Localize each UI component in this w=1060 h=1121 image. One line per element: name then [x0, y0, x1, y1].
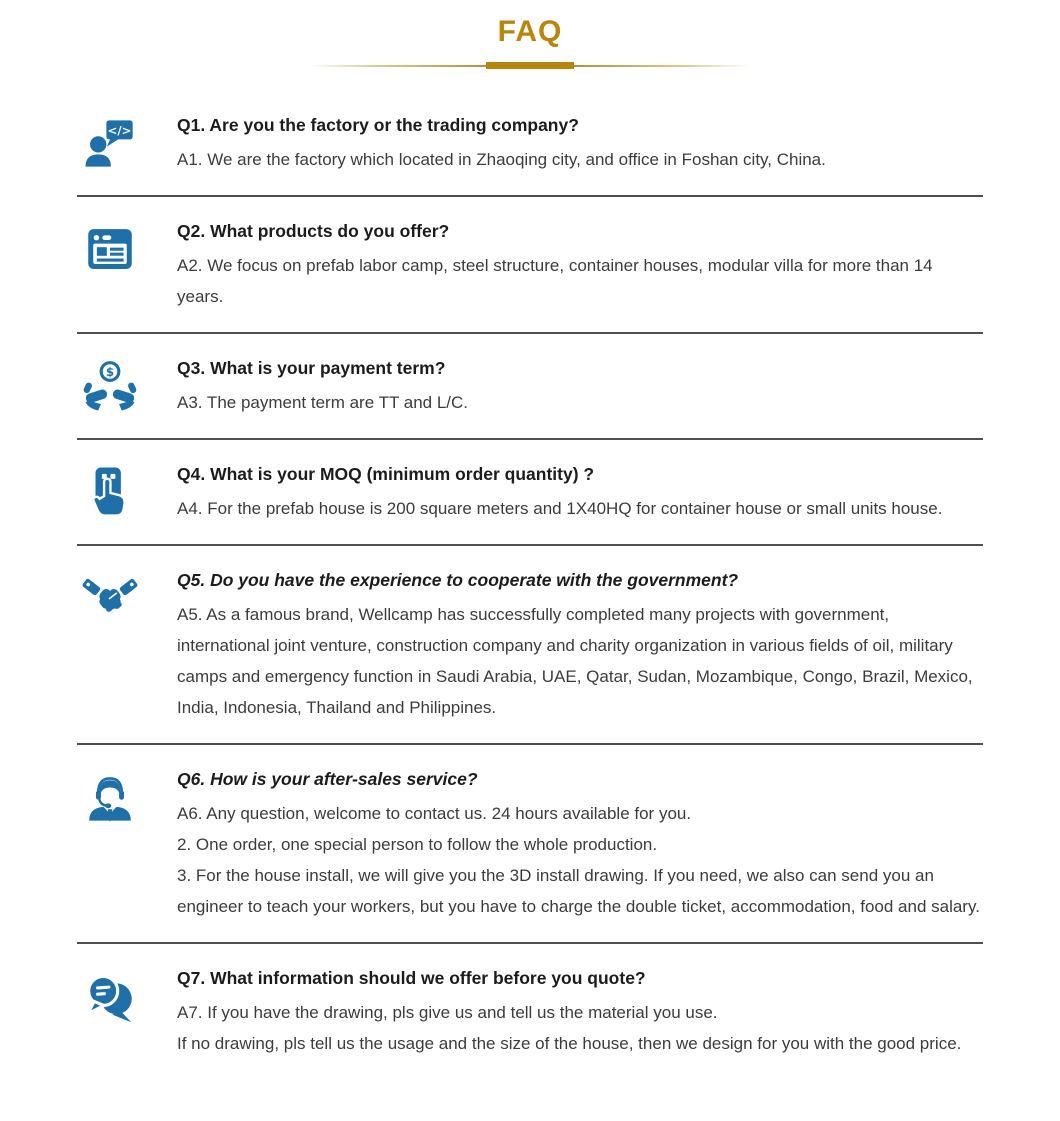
faq-question: Q1. Are you the factory or the trading company? [177, 115, 579, 135]
faq-answer: A5. As a famous brand, Wellcamp has successfully completed many projects with government, international joint venture, construction company and charity organization in various fields of oil, military camps and emergency function in Saudi Arabia, UAE, Qatar, Sudan, Mozambique, Congo, Brazil, Mexico, India, Indonesia, Thailand and Philippines. [177, 605, 973, 717]
svg-text:</>: </> [107, 123, 132, 138]
faq-question: Q2. What products do you offer? [177, 221, 450, 241]
faq-answer: A2. We focus on prefab labor camp, steel structure, container houses, modular villa for more than 14 years. [177, 256, 933, 306]
faq-question: Q5. Do you have the experience to cooperate with the government? [177, 570, 739, 590]
faq-question: Q7. What information should we offer before you quote? [177, 968, 646, 988]
faq-item-q2 [77, 197, 983, 334]
page-title: FAQ [497, 15, 563, 48]
faq-item-q4 [77, 440, 983, 546]
faq-question: Q4. What is your MOQ (minimum order quantity) ? [177, 464, 595, 484]
faq-item-q3 [77, 334, 983, 440]
product-card-icon [81, 220, 177, 278]
faq-question: Q3. What is your payment term? [177, 358, 446, 378]
faq-item-q1 [77, 91, 983, 197]
title-divider-bar [486, 62, 574, 69]
hand-tap-icon [81, 463, 177, 521]
faq-header [0, 0, 1060, 69]
chat-bubbles-icon [81, 967, 177, 1025]
faq-item-q6 [77, 745, 983, 944]
title-divider [310, 62, 750, 69]
support-agent-icon [81, 768, 177, 826]
faq-list [77, 91, 983, 1119]
faq-answer: A3. The payment term are TT and L/C. [177, 393, 469, 412]
person-code-icon [81, 114, 177, 172]
faq-answer: A4. For the prefab house is 200 square meters and 1X40HQ for container house or small units house. [177, 499, 943, 518]
faq-item-q7 [77, 944, 983, 1079]
faq-answer: A1. We are the factory which located in Zhaoqing city, and office in Foshan city, China. [177, 150, 826, 169]
faq-question: Q6. How is your after-sales service? [177, 769, 478, 789]
faq-answer: A6. Any question, welcome to contact us. 24 hours available for you. 2. One order, one special person to follow the whole production. 3. For the house install, we will give you the 3D install drawing. If you need, we also can send you an engineer to teach your workers, but you have to charge the double ticket, accommodation, food and salary. [177, 804, 980, 916]
hands-money-icon [81, 357, 177, 415]
svg-text:$: $ [105, 365, 115, 380]
faq-item-q5 [77, 546, 983, 745]
faq-answer: A7. If you have the drawing, pls give us and tell us the material you use. If no drawing, pls tell us the usage and the size of the house, then we design for you with the good price. [177, 1003, 962, 1053]
handshake-icon [81, 569, 177, 627]
